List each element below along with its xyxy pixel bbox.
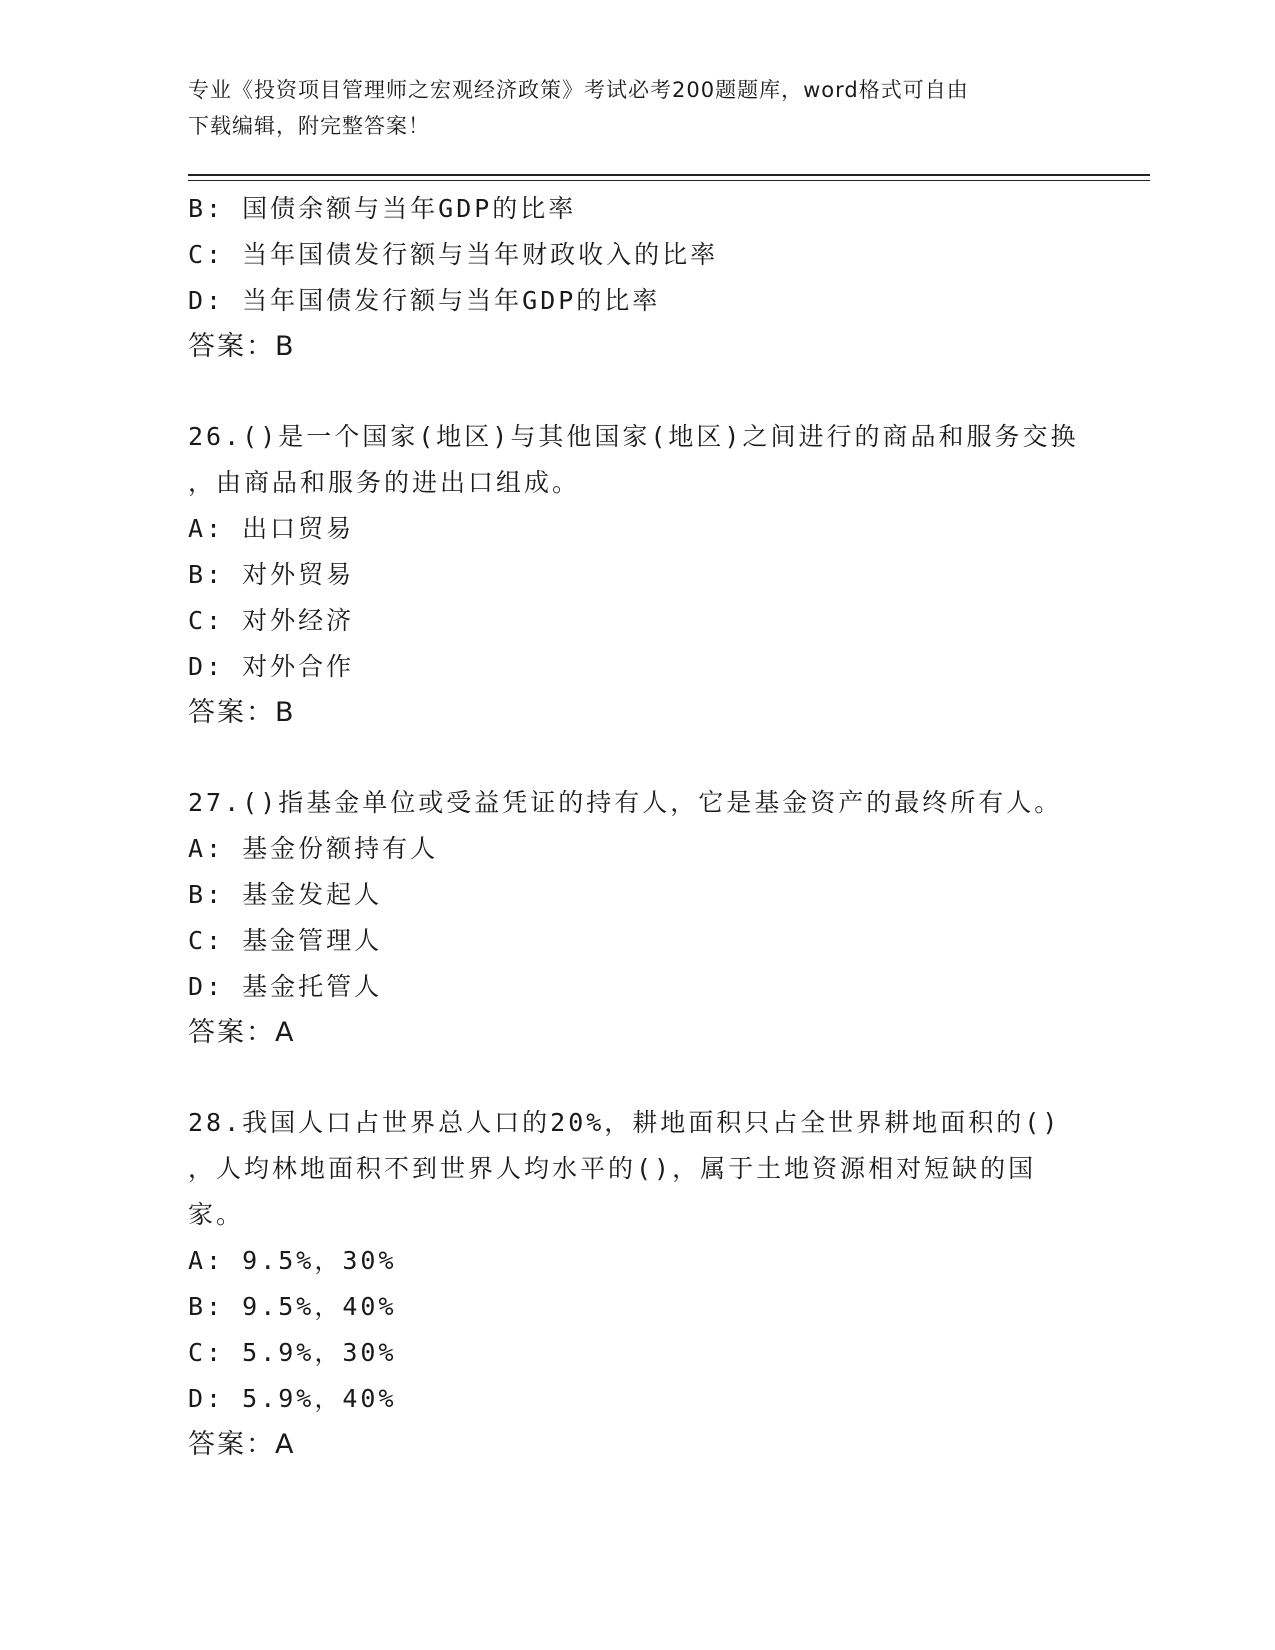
answer-text: 答案：A <box>188 1017 296 1048</box>
answer-text: 答案：B <box>188 697 296 728</box>
option-d: D: 对外合作 <box>188 652 355 681</box>
question-stem-line: 28.我国人口占世界总人口的20%，耕地面积只占全世界耕地面积的() <box>188 1108 1061 1137</box>
question-stem-line: ，由商品和服务的进出口组成。 <box>188 468 581 497</box>
question-list <box>188 186 1088 1468</box>
option-b: B: 基金发起人 <box>188 880 383 909</box>
question-gap <box>188 370 1088 414</box>
option-d: D: 当年国债发行额与当年GDP的比率 <box>188 286 661 315</box>
question-stem-line: 26.()是一个国家(地区)与其他国家(地区)之间进行的商品和服务交换 <box>188 422 1079 451</box>
answer-text: 答案：B <box>188 331 296 362</box>
option-a: A: 9.5%，30% <box>188 1246 397 1275</box>
question-25 <box>188 186 1088 370</box>
answer-text: 答案：A <box>188 1429 296 1460</box>
question-stem-line: 27.()指基金单位或受益凭证的持有人，它是基金资产的最终所有人。 <box>188 788 1063 817</box>
question-stem-line: 家。 <box>188 1200 245 1229</box>
header-divider-thin <box>188 180 1150 181</box>
option-b: B: 对外贸易 <box>188 560 355 589</box>
question-28 <box>188 1100 1088 1468</box>
question-stem-line: ，人均林地面积不到世界人均水平的()，属于土地资源相对短缺的国 <box>188 1154 1037 1183</box>
header-line-1: 专业《投资项目管理师之宏观经济政策》考试必考200题题库，word格式可自由 <box>188 78 969 102</box>
page-header <box>188 72 1068 144</box>
option-c: C: 当年国债发行额与当年财政收入的比率 <box>188 240 719 269</box>
option-d: D: 基金托管人 <box>188 972 383 1001</box>
header-line-2: 下载编辑，附完整答案！ <box>188 114 430 138</box>
option-b: B: 9.5%，40% <box>188 1292 397 1321</box>
question-27 <box>188 780 1088 1056</box>
header-divider-thick <box>188 174 1150 176</box>
option-c: C: 对外经济 <box>188 606 355 635</box>
option-a: A: 基金份额持有人 <box>188 834 439 863</box>
option-c: C: 基金管理人 <box>188 926 383 955</box>
question-gap <box>188 1056 1088 1100</box>
question-26 <box>188 414 1088 736</box>
option-b: B: 国债余额与当年GDP的比率 <box>188 194 577 223</box>
question-gap <box>188 736 1088 780</box>
option-d: D: 5.9%，40% <box>188 1384 397 1413</box>
option-c: C: 5.9%，30% <box>188 1338 397 1367</box>
option-a: A: 出口贸易 <box>188 514 355 543</box>
